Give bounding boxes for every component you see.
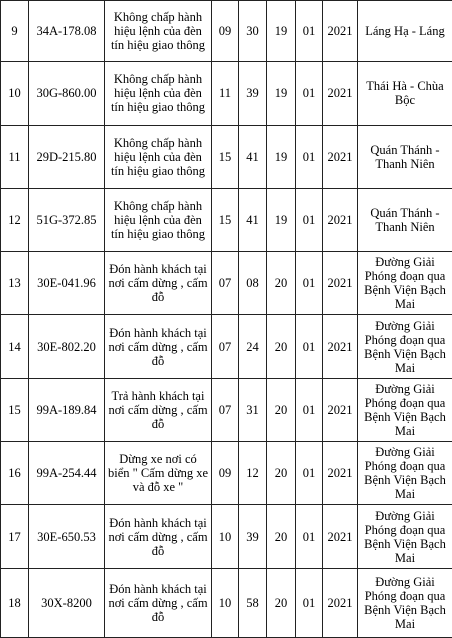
location-cell: Đường Giải Phóng đoạn qua Bệnh Viện Bạch Mai (358, 442, 452, 505)
license-plate-cell: 51G-372.85 (29, 188, 105, 251)
day-cell: 19 (267, 188, 296, 251)
month-cell: 01 (296, 188, 323, 251)
table-row (1, 1, 452, 62)
minute-cell: 31 (239, 378, 267, 441)
row-number-cell: 11 (1, 125, 29, 188)
year-cell: 2021 (323, 315, 358, 378)
year-cell: 2021 (323, 252, 358, 315)
month-cell: 01 (296, 378, 323, 441)
day-cell: 20 (267, 315, 296, 378)
location-cell: Đường Giải Phóng đoạn qua Bệnh Viện Bạch Mai (358, 505, 452, 568)
year-cell: 2021 (323, 1, 358, 62)
license-plate-cell: 29D-215.80 (29, 125, 105, 188)
row-number-cell: 16 (1, 442, 29, 505)
violation-description-cell: Đón hành khách tại nơi cấm dừng , cấm đỗ (105, 315, 212, 378)
day-cell: 19 (267, 62, 296, 125)
minute-cell: 39 (239, 62, 267, 125)
month-cell: 01 (296, 315, 323, 378)
minute-cell: 24 (239, 315, 267, 378)
row-number-cell: 15 (1, 378, 29, 441)
table-row (1, 125, 452, 188)
location-cell: Đường Giải Phóng đoạn qua Bệnh Viện Bạch Mai (358, 315, 452, 378)
row-number-cell: 10 (1, 62, 29, 125)
month-cell: 01 (296, 568, 323, 637)
violation-description-cell: Không chấp hành hiệu lệnh của đèn tín hiệu giao thông (105, 62, 212, 125)
month-cell: 01 (296, 252, 323, 315)
license-plate-cell: 30E-650.53 (29, 505, 105, 568)
license-plate-cell: 99A-254.44 (29, 442, 105, 505)
hour-cell: 10 (212, 505, 239, 568)
day-cell: 19 (267, 1, 296, 62)
table-row (1, 252, 452, 315)
row-number-cell: 9 (1, 1, 29, 62)
hour-cell: 09 (212, 1, 239, 62)
violation-description-cell: Trả hành khách tại nơi cấm dừng , cấm đỗ (105, 378, 212, 441)
year-cell: 2021 (323, 62, 358, 125)
violation-description-cell: Không chấp hành hiệu lệnh của đèn tín hiệu giao thông (105, 125, 212, 188)
table-row (1, 62, 452, 125)
hour-cell: 07 (212, 252, 239, 315)
minute-cell: 41 (239, 125, 267, 188)
month-cell: 01 (296, 505, 323, 568)
day-cell: 20 (267, 442, 296, 505)
hour-cell: 11 (212, 62, 239, 125)
day-cell: 20 (267, 378, 296, 441)
table-row (1, 505, 452, 568)
location-cell: Đường Giải Phóng đoạn qua Bệnh Viện Bạch Mai (358, 378, 452, 441)
table-row (1, 442, 452, 505)
table-row (1, 315, 452, 378)
location-cell: Quán Thánh - Thanh Niên (358, 188, 452, 251)
minute-cell: 39 (239, 505, 267, 568)
row-number-cell: 14 (1, 315, 29, 378)
month-cell: 01 (296, 125, 323, 188)
license-plate-cell: 30G-860.00 (29, 62, 105, 125)
minute-cell: 58 (239, 568, 267, 637)
location-cell: Thái Hà - Chùa Bộc (358, 62, 452, 125)
violation-description-cell: Đón hành khách tại nơi cấm dừng , cấm đỗ (105, 568, 212, 637)
day-cell: 20 (267, 568, 296, 637)
violation-description-cell: Đón hành khách tại nơi cấm dừng , cấm đỗ (105, 505, 212, 568)
year-cell: 2021 (323, 568, 358, 637)
day-cell: 20 (267, 505, 296, 568)
year-cell: 2021 (323, 442, 358, 505)
table-row (1, 568, 452, 637)
location-cell: Đường Giải Phóng đoạn qua Bệnh Viện Bạch Mai (358, 568, 452, 637)
license-plate-cell: 30E-802.20 (29, 315, 105, 378)
row-number-cell: 12 (1, 188, 29, 251)
year-cell: 2021 (323, 505, 358, 568)
location-cell: Quán Thánh - Thanh Niên (358, 125, 452, 188)
hour-cell: 07 (212, 378, 239, 441)
license-plate-cell: 99A-189.84 (29, 378, 105, 441)
year-cell: 2021 (323, 378, 358, 441)
month-cell: 01 (296, 1, 323, 62)
row-number-cell: 13 (1, 252, 29, 315)
hour-cell: 09 (212, 442, 239, 505)
table-body (1, 1, 452, 638)
violation-description-cell: Không chấp hành hiệu lệnh của đèn tín hiệu giao thông (105, 1, 212, 62)
row-number-cell: 17 (1, 505, 29, 568)
hour-cell: 15 (212, 125, 239, 188)
year-cell: 2021 (323, 188, 358, 251)
table-row (1, 188, 452, 251)
month-cell: 01 (296, 442, 323, 505)
year-cell: 2021 (323, 125, 358, 188)
table-row (1, 378, 452, 441)
violation-description-cell: Không chấp hành hiệu lệnh của đèn tín hiệu giao thông (105, 188, 212, 251)
license-plate-cell: 30X-8200 (29, 568, 105, 637)
minute-cell: 30 (239, 1, 267, 62)
row-number-cell: 18 (1, 568, 29, 637)
location-cell: Đường Giải Phóng đoạn qua Bệnh Viện Bạch Mai (358, 252, 452, 315)
license-plate-cell: 30E-041.96 (29, 252, 105, 315)
hour-cell: 15 (212, 188, 239, 251)
month-cell: 01 (296, 62, 323, 125)
license-plate-cell: 34A-178.08 (29, 1, 105, 62)
minute-cell: 41 (239, 188, 267, 251)
day-cell: 19 (267, 125, 296, 188)
minute-cell: 08 (239, 252, 267, 315)
minute-cell: 12 (239, 442, 267, 505)
violation-description-cell: Dừng xe nơi có biển " Cấm dừng xe và đỗ xe " (105, 442, 212, 505)
hour-cell: 07 (212, 315, 239, 378)
hour-cell: 10 (212, 568, 239, 637)
location-cell: Láng Hạ - Láng (358, 1, 452, 62)
violation-description-cell: Đón hành khách tại nơi cấm dừng , cấm đỗ (105, 252, 212, 315)
day-cell: 20 (267, 252, 296, 315)
